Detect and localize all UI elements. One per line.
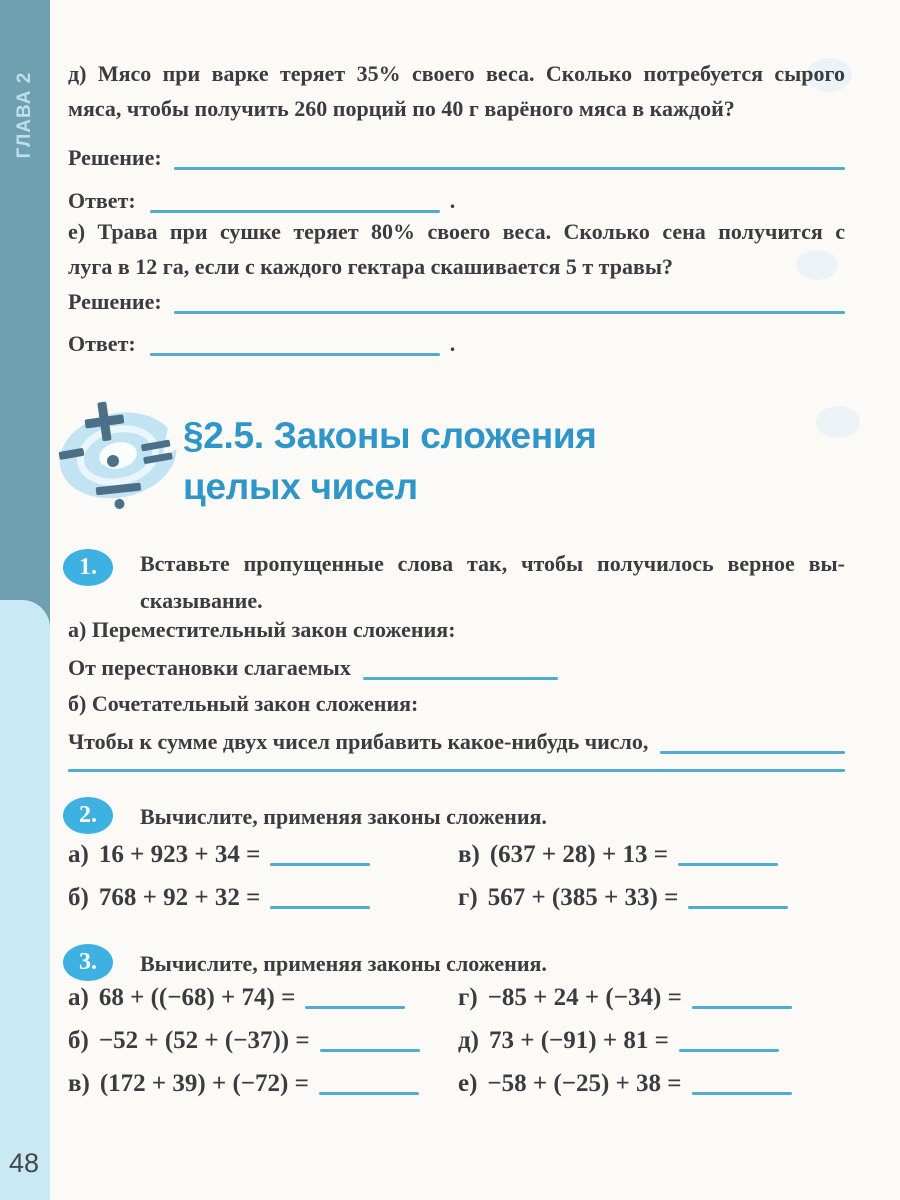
solution-row-d bbox=[68, 140, 845, 175]
solution-blank-line bbox=[174, 311, 845, 314]
solution-row-e bbox=[68, 284, 845, 319]
answer-blank-line bbox=[150, 210, 440, 213]
task-1-fill-a-row bbox=[68, 650, 558, 685]
answer-blank-line bbox=[305, 1006, 405, 1009]
equation-row bbox=[458, 983, 792, 1013]
item-label: г) bbox=[458, 884, 478, 911]
equation-text: −52 + (52 + (−37)) = bbox=[98, 1027, 310, 1054]
chapter-label: ГЛАВА 2 bbox=[14, 71, 35, 159]
section-title bbox=[183, 410, 597, 512]
chapter-sidebar bbox=[0, 0, 50, 1200]
answer-row-d bbox=[68, 183, 845, 218]
word-problem-e bbox=[68, 214, 845, 284]
answer-period: . bbox=[449, 331, 456, 356]
task-2-statement: Вычислите, применяя законы сложения. bbox=[140, 804, 547, 829]
statement-line: сказывание. bbox=[140, 588, 263, 613]
item-label: д) bbox=[458, 1027, 479, 1054]
problem-text-line: мяса, чтобы получить 260 порций по 40 г варёного мяса в каждой? bbox=[68, 96, 735, 121]
item-label: в) bbox=[68, 1070, 90, 1097]
task-number: 2. bbox=[79, 802, 97, 828]
answer-blank-line bbox=[688, 906, 788, 909]
equation-text: (172 + 39) + (−72) = bbox=[99, 1070, 309, 1097]
item-label: е) bbox=[458, 1070, 478, 1097]
equation-text: 768 + 92 + 32 = bbox=[98, 884, 261, 911]
equation-row bbox=[68, 1026, 420, 1056]
equation-text: 68 + ((−68) + 74) = bbox=[98, 984, 296, 1011]
problem-text-line: д) Мясо при варке теряет 35% своего веса. Сколько потребуется сырого bbox=[68, 61, 845, 86]
answer-blank-line bbox=[150, 353, 440, 356]
equation-text: −85 + 24 + (−34) = bbox=[487, 984, 682, 1011]
answer-label: Ответ: bbox=[68, 331, 136, 356]
equation-text: 567 + (385 + 33) = bbox=[487, 884, 679, 911]
solution-blank-line bbox=[174, 167, 845, 170]
sidebar-lower-panel bbox=[0, 600, 50, 1200]
fill-text: От перестановки слагаемых bbox=[68, 655, 351, 680]
scan-bleed-artifact bbox=[816, 406, 860, 438]
task-number-badge bbox=[63, 944, 113, 981]
page-number: 48 bbox=[9, 1148, 40, 1178]
task-1-sub-a: а) Переместительный закон сложения: bbox=[68, 617, 456, 642]
equation-row bbox=[458, 1069, 792, 1099]
answer-period: . bbox=[449, 188, 456, 213]
task-2-column-right bbox=[458, 840, 788, 913]
answer-blank-line bbox=[320, 1049, 420, 1052]
equation-text: (637 + 28) + 13 = bbox=[489, 841, 668, 868]
fill-blank-line bbox=[660, 751, 845, 754]
task-number-badge bbox=[63, 797, 113, 834]
task-1-statement bbox=[140, 545, 845, 619]
answer-blank-line bbox=[679, 1049, 779, 1052]
equation-row bbox=[68, 1069, 420, 1099]
section-title-line: §2.5. Законы сложения bbox=[183, 415, 597, 456]
answer-blank-line bbox=[270, 863, 370, 866]
task-1-sub-b: б) Сочетательный закон сложения: bbox=[68, 691, 419, 716]
task-number-badge bbox=[63, 549, 113, 586]
item-label: в) bbox=[458, 841, 480, 868]
math-operations-icon bbox=[56, 398, 184, 512]
section-title-line: целых чисел bbox=[183, 466, 418, 507]
answer-row-e bbox=[68, 326, 845, 361]
fill-blank-line-full bbox=[68, 769, 845, 772]
answer-blank-line bbox=[678, 863, 778, 866]
item-label: б) bbox=[68, 884, 89, 911]
statement-line: Вставьте пропущенные слова так, чтобы получилось верное вы- bbox=[140, 551, 845, 576]
task-3-column-left bbox=[68, 983, 420, 1099]
answer-label: Ответ: bbox=[68, 188, 136, 213]
equation-row bbox=[458, 840, 788, 870]
task-number: 3. bbox=[79, 949, 97, 975]
equation-row bbox=[68, 840, 370, 870]
problem-text-line: е) Трава при сушке теряет 80% своего веса. Сколько сена получится с bbox=[68, 219, 845, 244]
word-problem-d bbox=[68, 56, 845, 126]
item-label: г) bbox=[458, 984, 478, 1011]
equation-row bbox=[458, 1026, 792, 1056]
fill-text: Чтобы к сумме двух чисел прибавить какое-нибудь число, bbox=[68, 729, 649, 754]
task-1-fill-b-row bbox=[68, 724, 845, 759]
equation-row bbox=[68, 883, 370, 913]
equation-row bbox=[68, 983, 420, 1013]
item-label: а) bbox=[68, 984, 89, 1011]
answer-blank-line bbox=[692, 1006, 792, 1009]
task-3-statement: Вычислите, применяя законы сложения. bbox=[140, 951, 547, 976]
solution-label: Решение: bbox=[68, 289, 162, 314]
fill-blank-line bbox=[363, 677, 558, 680]
problem-text-line: луга в 12 га, если с каждого гектара скашивается 5 т травы? bbox=[68, 254, 674, 279]
task-3-column-right bbox=[458, 983, 792, 1099]
equation-text: −58 + (−25) + 38 = bbox=[487, 1070, 682, 1097]
equation-text: 73 + (−91) + 81 = bbox=[488, 1027, 669, 1054]
equation-text: 16 + 923 + 34 = bbox=[98, 841, 261, 868]
answer-blank-line bbox=[270, 906, 370, 909]
answer-blank-line bbox=[319, 1092, 419, 1095]
item-label: б) bbox=[68, 1027, 89, 1054]
item-label: а) bbox=[68, 841, 89, 868]
task-2-column-left bbox=[68, 840, 370, 913]
task-number: 1. bbox=[79, 554, 97, 580]
answer-blank-line bbox=[692, 1092, 792, 1095]
section-icon-wrap bbox=[56, 398, 184, 512]
equation-row bbox=[458, 883, 788, 913]
solution-label: Решение: bbox=[68, 145, 162, 170]
